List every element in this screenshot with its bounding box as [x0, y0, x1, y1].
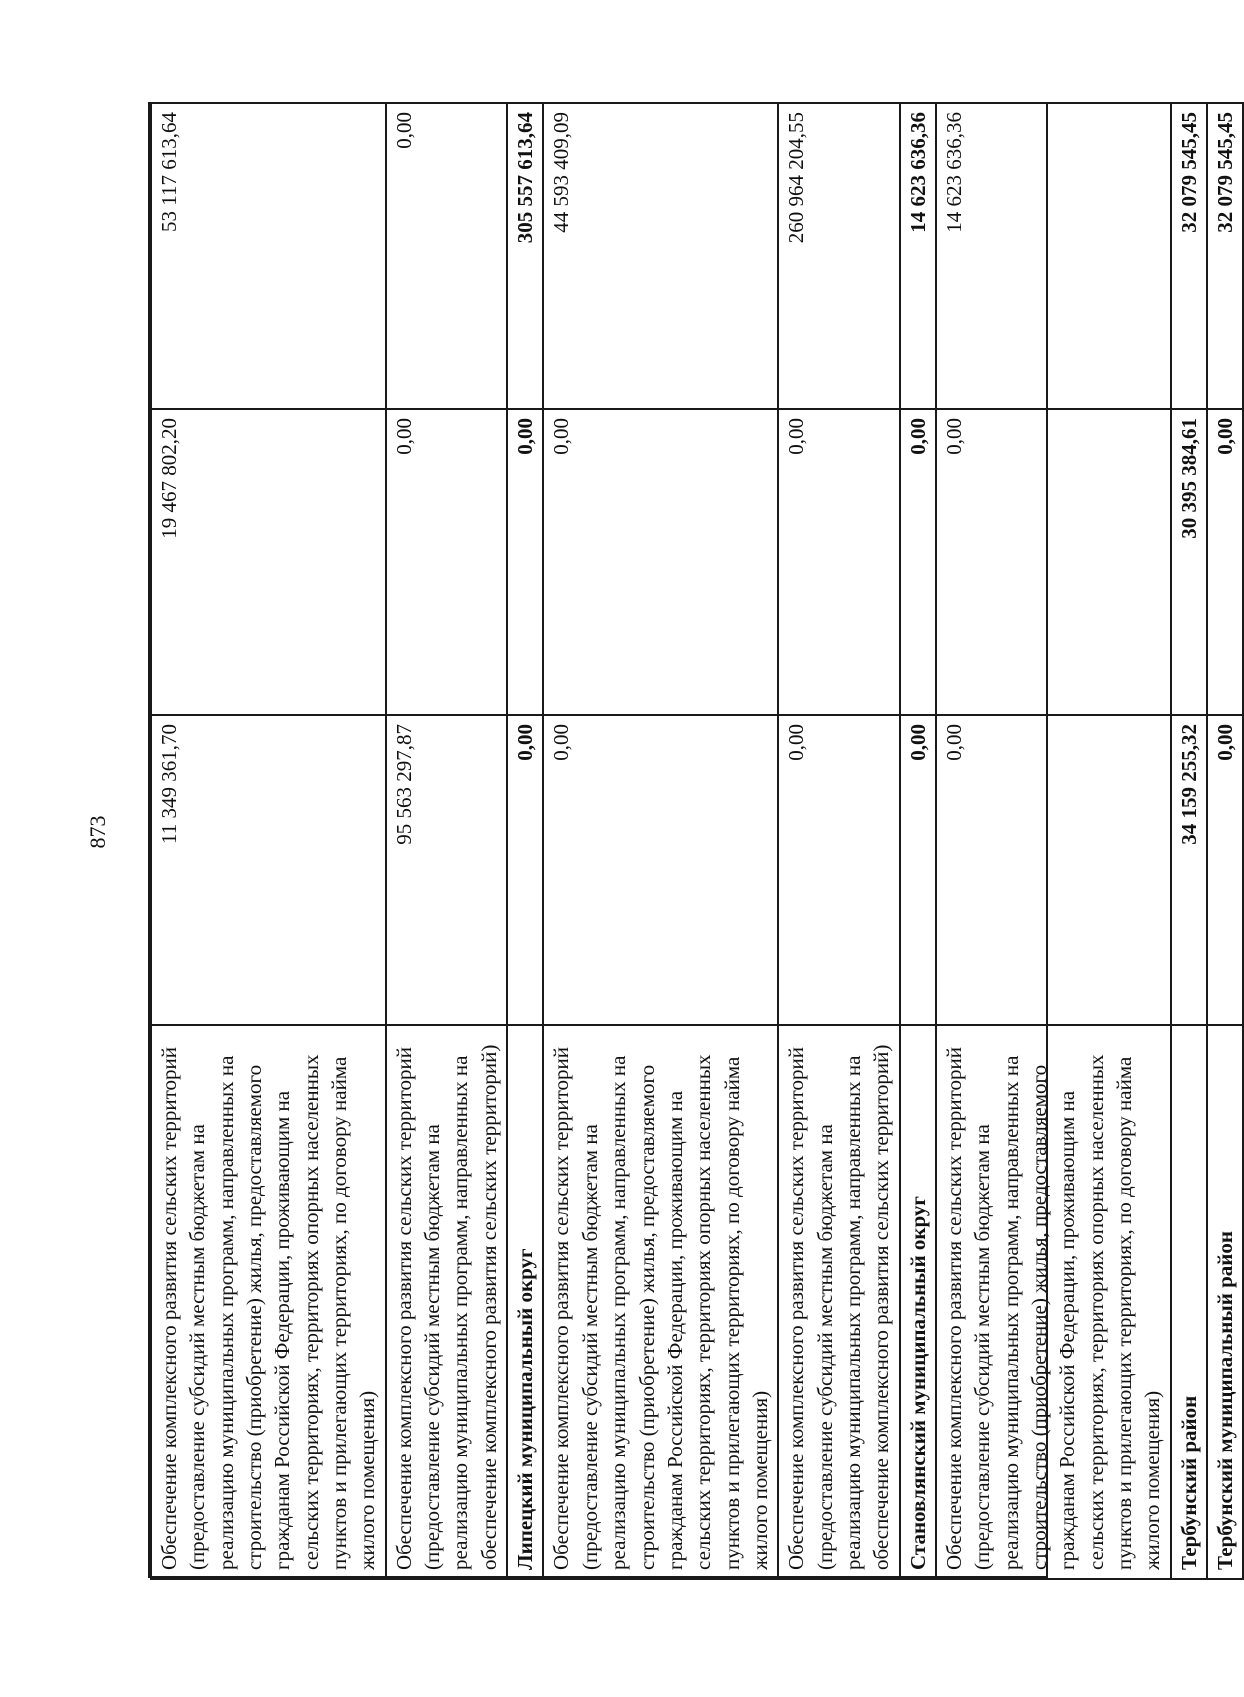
amount-cell: 0,00	[936, 409, 1171, 715]
rotated-table-container	[150, 104, 1238, 1580]
amount-cell: 53 117 613,64	[151, 103, 386, 409]
amount-cell: 0,00	[778, 715, 899, 1025]
amount-cell: 30 395 384,61	[1171, 409, 1207, 715]
table-row	[778, 103, 899, 1579]
table-row	[386, 103, 507, 1579]
table-row	[900, 103, 936, 1579]
amount-cell: 0,00	[507, 715, 543, 1025]
amount-cell: 0,00	[936, 715, 1171, 1025]
amount-cell: 14 623 636,36	[936, 103, 1171, 409]
table-row	[936, 103, 1171, 1579]
amount-cell: 14 623 636,36	[900, 103, 936, 409]
row-description: Обеспечение комплексного развития сельских территорий (предоставление субсидий местным бюджетам на реализацию муниципальных программ, направленных на обеспечение комплексного развития сельских территорий)	[386, 1025, 507, 1579]
amount-cell: 44 593 409,09	[543, 103, 778, 409]
amount-cell: 0,00	[386, 409, 507, 715]
amount-cell: 0,00	[507, 409, 543, 715]
row-description: Липецкий муниципальный округ	[507, 1025, 543, 1579]
amount-cell: 0,00	[900, 409, 936, 715]
table-row	[1207, 103, 1243, 1579]
amount-cell: 0,00	[900, 715, 936, 1025]
row-description: Тербунский район	[1171, 1025, 1207, 1579]
amount-cell: 0,00	[386, 103, 507, 409]
row-description: Обеспечение комплексного развития сельских территорий (предоставление субсидий местным бюджетам на реализацию муниципальных программ, направленных на строительство (приобретение) жилья, предоставляемого гражданам Российской Федерации, проживающим на сельских территориях, территориях опорных населенных пунктов и прилегающих территориях, по договору найма жилого помещения)	[936, 1025, 1171, 1579]
table-row	[151, 103, 386, 1579]
amount-cell: 260 964 204,55	[778, 103, 899, 409]
row-description: Обеспечение комплексного развития сельских территорий (предоставление субсидий местным бюджетам на реализацию муниципальных программ, направленных на обеспечение комплексного развития сельских территорий)	[778, 1025, 899, 1579]
amount-cell: 95 563 297,87	[386, 715, 507, 1025]
amount-cell: 32 079 545,45	[1207, 103, 1243, 409]
table-row	[543, 103, 778, 1579]
amount-cell: 19 467 802,20	[151, 409, 386, 715]
amount-cell: 0,00	[1207, 715, 1243, 1025]
budget-table	[150, 102, 1244, 1580]
row-description: Обеспечение комплексного развития сельских территорий (предоставление субсидий местным бюджетам на реализацию муниципальных программ, направленных на строительство (приобретение) жилья, предоставляемого гражданам Российской Федерации, проживающим на сельских территориях, территориях опорных населенных пунктов и прилегающих территориях, по договору найма жилого помещения)	[543, 1025, 778, 1579]
budget-table-sheet	[148, 102, 1238, 1578]
amount-cell: 32 079 545,45	[1171, 103, 1207, 409]
row-description: Обеспечение комплексного развития сельских территорий (предоставление субсидий местным бюджетам на реализацию муниципальных программ, направленных на строительство (приобретение) жилья, предоставляемого гражданам Российской Федерации, проживающим на сельских территориях, территориях опорных населенных пунктов и прилегающих территориях, по договору найма жилого помещения)	[151, 1025, 386, 1579]
amount-cell: 11 349 361,70	[151, 715, 386, 1025]
page-number: 873	[85, 815, 110, 849]
amount-cell: 0,00	[1207, 409, 1243, 715]
amount-cell: 305 557 613,64	[507, 103, 543, 409]
amount-cell: 34 159 255,32	[1171, 715, 1207, 1025]
row-description: Тербунский муниципальный район	[1207, 1025, 1243, 1579]
table-row	[1171, 103, 1207, 1579]
amount-cell: 0,00	[543, 715, 778, 1025]
row-description: Становлянский муниципальный округ	[900, 1025, 936, 1579]
table-row	[507, 103, 543, 1579]
amount-cell: 0,00	[543, 409, 778, 715]
amount-cell: 0,00	[778, 409, 899, 715]
